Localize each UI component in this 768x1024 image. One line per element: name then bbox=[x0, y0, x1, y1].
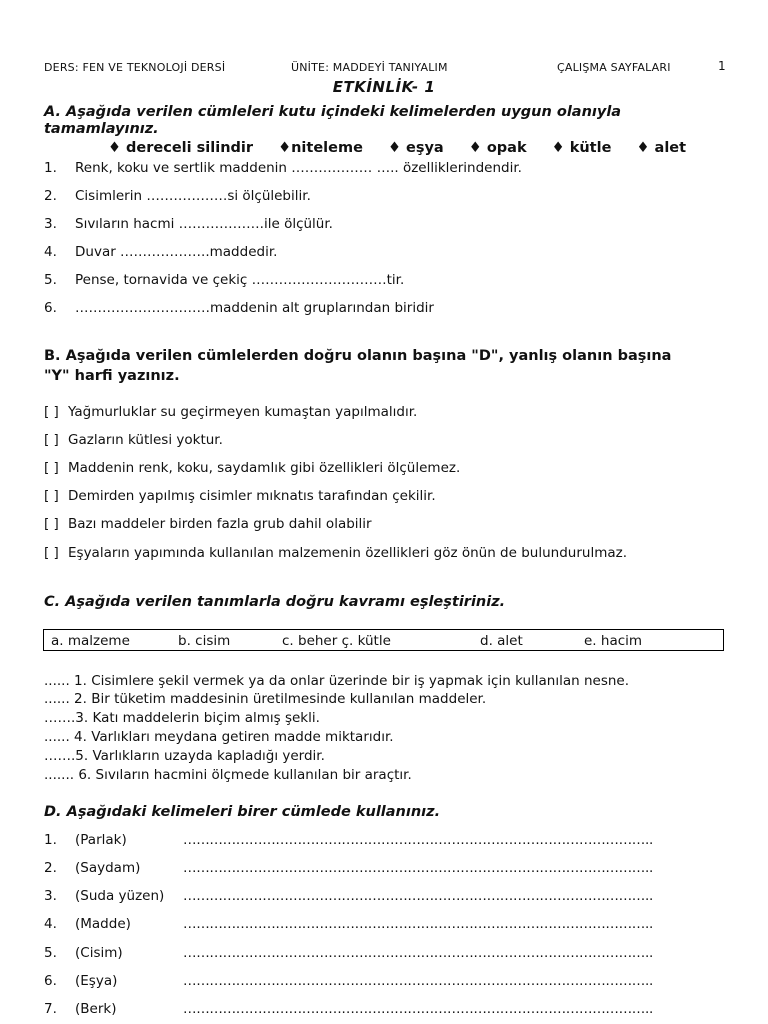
page-number: 1 bbox=[718, 59, 726, 73]
match-item: ...... 4. Varlıkları meydana getiren madde miktarıdır. bbox=[44, 729, 394, 745]
fill-item: 2. Cisimlerin ………………si ölçülebilir. bbox=[44, 188, 311, 204]
answer-line[interactable]: …………………………………………………………………………………………….. bbox=[183, 973, 653, 989]
sheet-label: ÇALIŞMA SAYFALARI bbox=[557, 61, 671, 74]
fill-item: 6. …………………………maddenin alt gruplarından biridir bbox=[44, 300, 434, 316]
section-a-heading-line2: tamamlayınız. bbox=[44, 121, 159, 137]
word-option: ♦ alet bbox=[636, 140, 687, 156]
match-item: …….5. Varlıkların uzayda kapladığı yerdir. bbox=[44, 748, 325, 764]
match-item: …….3. Katı maddelerin biçim almış şekli. bbox=[44, 710, 320, 726]
word-box bbox=[108, 140, 686, 156]
match-item: ...... 1. Cisimlere şekil vermek ya da onlar üzerinde bir iş yapmak için kullanılan nesne. bbox=[44, 673, 630, 689]
match-option: b. cisim bbox=[178, 633, 231, 649]
section-a-heading-line1: A. Aşağıda verilen cümleleri kutu içindeki kelimelerden uygun olanıyla bbox=[44, 104, 622, 120]
answer-line[interactable]: …………………………………………………………………………………………….. bbox=[183, 1001, 653, 1017]
sentence-item: 7. (Berk) bbox=[44, 1001, 117, 1017]
word-option: ♦ dereceli silindir bbox=[108, 140, 254, 156]
answer-line[interactable]: …………………………………………………………………………………………….. bbox=[183, 860, 653, 876]
word-option: ♦ eşya bbox=[387, 140, 444, 156]
page-title: ETKİNLİK- 1 bbox=[332, 78, 436, 96]
sentence-item: 3. (Suda yüzen) bbox=[44, 888, 165, 904]
unit-label: ÜNİTE: MADDEYİ TANIYALIM bbox=[291, 61, 448, 74]
true-false-item: [ ] Demirden yapılmış cisimler mıknatıs tarafından çekilir. bbox=[44, 488, 436, 504]
answer-line[interactable]: …………………………………………………………………………………………….. bbox=[183, 832, 653, 848]
word-option: ♦ opak bbox=[468, 140, 527, 156]
fill-item: 3. Sıvıların hacmi ……………….ile ölçülür. bbox=[44, 216, 333, 232]
section-b-heading-line2: "Y" harfi yazınız. bbox=[44, 368, 180, 384]
answer-bracket[interactable]: [ ] bbox=[44, 545, 59, 561]
match-item: ....... 6. Sıvıların hacmini ölçmede kullanılan bir araçtır. bbox=[44, 767, 412, 783]
section-c-heading: C. Aşağıda verilen tanımlarla doğru kavramı eşleştiriniz. bbox=[44, 594, 506, 610]
true-false-item: [ ] Bazı maddeler birden fazla grub dahil olabilir bbox=[44, 516, 372, 532]
word-option: ♦niteleme bbox=[278, 140, 363, 156]
answer-line[interactable]: …………………………………………………………………………………………….. bbox=[183, 916, 653, 932]
answer-line[interactable]: …………………………………………………………………………………………….. bbox=[183, 888, 653, 904]
fill-item: 5. Pense, tornavida ve çekiç …………………………tir. bbox=[44, 272, 405, 288]
match-option: a. malzeme bbox=[51, 633, 130, 649]
course-label: DERS: FEN VE TEKNOLOJİ DERSİ bbox=[44, 61, 226, 74]
true-false-item: [ ] Gazların kütlesi yoktur. bbox=[44, 432, 223, 448]
answer-line[interactable]: …………………………………………………………………………………………….. bbox=[183, 945, 653, 961]
sentence-item: 4. (Madde) bbox=[44, 916, 131, 932]
match-item: ...... 2. Bir tüketim maddesinin üretilmesinde kullanılan maddeler. bbox=[44, 691, 487, 707]
sentence-item: 1. (Parlak) bbox=[44, 832, 127, 848]
options-box bbox=[43, 629, 724, 651]
sentence-item: 5. (Cisim) bbox=[44, 945, 123, 961]
fill-item: 4. Duvar ………………..maddedir. bbox=[44, 244, 278, 260]
true-false-item: [ ] Eşyaların yapımında kullanılan malzemenin özellikleri göz önün de bulundurulmaz. bbox=[44, 545, 627, 561]
true-false-item: [ ] Maddenin renk, koku, saydamlık gibi özellikleri ölçülemez. bbox=[44, 460, 461, 476]
fill-item: 1. Renk, koku ve sertlik maddenin ……………… ….. özelliklerindendir. bbox=[44, 160, 522, 176]
match-option: c. beher ç. kütle bbox=[282, 633, 391, 649]
match-option: d. alet bbox=[480, 633, 523, 649]
word-option: ♦ kütle bbox=[551, 140, 612, 156]
section-b-heading-line1: B. Aşağıda verilen cümlelerden doğru olanın başına "D", yanlış olanın başına bbox=[44, 348, 672, 364]
section-d-heading: D. Aşağıdaki kelimeleri birer cümlede kullanınız. bbox=[44, 804, 441, 820]
match-option: e. hacim bbox=[584, 633, 643, 649]
answer-bracket[interactable]: [ ] bbox=[44, 460, 59, 476]
sentence-item: 6. (Eşya) bbox=[44, 973, 118, 989]
sentence-item: 2. (Saydam) bbox=[44, 860, 141, 876]
answer-bracket[interactable]: [ ] bbox=[44, 488, 59, 504]
answer-bracket[interactable]: [ ] bbox=[44, 432, 59, 448]
true-false-item: [ ] Yağmurluklar su geçirmeyen kumaştan yapılmalıdır. bbox=[44, 404, 418, 420]
answer-bracket[interactable]: [ ] bbox=[44, 516, 59, 532]
answer-bracket[interactable]: [ ] bbox=[44, 404, 59, 420]
